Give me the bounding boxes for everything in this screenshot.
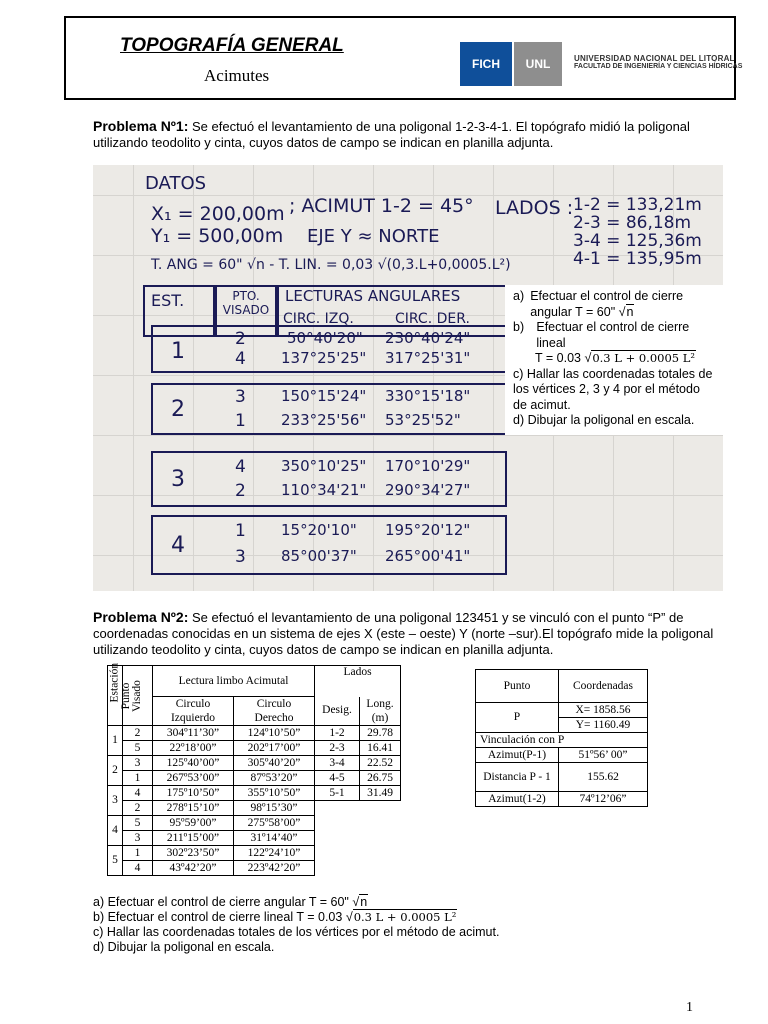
hw-izq-3a: 350°10'25"	[281, 457, 367, 475]
table-row: 1 267º53’00” 87º53’20” 4-5 26.75	[108, 771, 401, 786]
hw-eje: EJE Y ≈ NORTE	[307, 226, 440, 247]
hw-h-est: EST.	[151, 291, 185, 310]
hw-der-1a: 230°40'24"	[385, 329, 471, 347]
hw-izq-1b: 137°25'25"	[281, 349, 367, 367]
p1-question-b-formula: T = 0.03 √0.3 L + 0.0005 L²	[535, 351, 695, 365]
distancia-label: Distancia P - 1	[476, 763, 559, 792]
document-subtitle: Acimutes	[204, 66, 270, 85]
p1-question-b: b) Efectuar el control de cierre lineal	[513, 320, 690, 350]
point-p: P	[476, 703, 559, 733]
problem2-text: Se efectuó el levantamiento de una poligonal 123451 y se vinculó con el punto “P” de coordenadas conocidas en un sistema de ejes X (este – oeste) Y (norte –sur).El topógrafo mide la poligonal utilizando teodolito y cinta, cuyos datos de campo se indican en planilla adjunta.	[93, 610, 714, 657]
th-long: Long. (m)	[360, 697, 401, 726]
problem1-statement	[93, 118, 729, 151]
table-row: 2 278º15’10” 98º15’30”	[108, 801, 401, 816]
p1-question-a: a) Efectuar el control de cierre angular T = 60" √n	[513, 289, 684, 319]
table-row: 4 5 95º59’00” 275º58’00”	[108, 816, 401, 831]
table-row: 1 2 304º11’30” 124º10’50” 1-2 29.78	[108, 726, 401, 741]
problem1-text: Se efectuó el levantamiento de una poligonal 1-2-3-4-1. El topógrafo midió la poligonal utilizando teodolito y cinta, cuyos datos de campo se indican en planilla adjunta.	[93, 119, 690, 150]
hw-est-3: 3	[171, 467, 185, 492]
hw-izq-2b: 233°25'56"	[281, 411, 367, 429]
faculty-name: FACULTAD DE INGENIERÍA Y CIENCIAS HÍDRICAS	[574, 63, 743, 70]
problem2-label: Problema Nº2:	[93, 609, 189, 625]
azimut-p1-value: 51º56’ 00”	[559, 748, 648, 763]
hw-izq-4b: 85°00'37"	[281, 547, 357, 565]
hw-h-der: CIRC. DER.	[395, 311, 470, 327]
hw-der-2b: 53°25'52"	[385, 411, 461, 429]
fich-logo: FICH	[460, 42, 512, 86]
hw-lado-4: 4-1 = 135,95m	[573, 249, 702, 269]
hw-pv-2b: 1	[235, 411, 246, 431]
page-number: 1	[686, 1000, 693, 1015]
vinculacion-label: Vinculación con P	[476, 733, 648, 748]
p2-question-c: c) Hallar las coordenadas totales de los vértices por el método de acimut.	[93, 925, 500, 939]
hw-h-izq: CIRC. IZQ.	[283, 311, 354, 327]
th-desig: Desig.	[315, 697, 360, 726]
hw-pv-3a: 4	[235, 457, 246, 477]
hw-der-2a: 330°15'18"	[385, 387, 471, 405]
p2-question-a: a) Efectuar el control de cierre angular T = 60" √n	[93, 895, 368, 909]
hw-pv-1b: 4	[235, 349, 246, 369]
coordinates-table	[475, 669, 648, 807]
distancia-value: 155.62	[559, 763, 648, 792]
hw-der-3a: 170°10'29"	[385, 457, 471, 475]
hw-pv-3b: 2	[235, 481, 246, 501]
coord-x: X= 1858.56	[559, 703, 648, 718]
table-row: 3 4 175º10’50” 355º10’50” 5-1 31.49	[108, 786, 401, 801]
university-name: UNIVERSIDAD NACIONAL DEL LITORAL	[574, 54, 735, 63]
hw-der-1b: 317°25'31"	[385, 349, 471, 367]
th-lectura: Lectura limbo Acimutal	[153, 666, 315, 697]
hw-est-4: 4	[171, 533, 185, 558]
table-row: 4 43º42’20” 223º42’20”	[108, 861, 401, 876]
p2-question-d: d) Dibujar la poligonal en escala.	[93, 940, 275, 954]
hw-pv-4b: 3	[235, 547, 246, 567]
th-coordenadas: Coordenadas	[559, 670, 648, 703]
hw-lado-2: 2-3 = 86,18m	[573, 213, 692, 233]
hw-x1: X₁ = 200,00m	[151, 203, 285, 225]
hw-pv-2a: 3	[235, 387, 246, 407]
th-estacion: Estación	[108, 666, 123, 726]
th-circ-izq: Circulo Izquierdo	[153, 697, 234, 726]
problem2-field-table	[107, 662, 401, 876]
document-title: TOPOGRAFÍA GENERAL	[120, 35, 344, 56]
problem2-statement	[93, 609, 733, 658]
hw-lado-1: 1-2 = 133,21m	[573, 195, 702, 215]
hw-der-3b: 290°34'27"	[385, 481, 471, 499]
hw-tolerance: T. ANG = 60" √n - T. LIN. = 0,03 √(0,3.L+0,0005.L²)	[151, 257, 511, 273]
hw-est-1: 1	[171, 339, 185, 364]
azimut-12-label: Azimut(1-2)	[476, 792, 559, 807]
hw-pv-4a: 1	[235, 521, 246, 541]
p2-question-b: b) Efectuar el control de cierre lineal T = 0.03 √0.3 L + 0.0005 L²	[93, 910, 457, 924]
hw-y1: Y₁ = 500,00m	[151, 225, 284, 247]
th-circ-der: Circulo Derecho	[234, 697, 315, 726]
hw-izq-1a: 50°40'20"	[287, 329, 363, 347]
th-lados: Lados	[315, 666, 401, 697]
hw-izq-4a: 15°20'10"	[281, 521, 357, 539]
hw-azimut: ; ACIMUT 1-2 = 45°	[289, 195, 474, 217]
azimut-12-value: 74º12’06”	[559, 792, 648, 807]
table-row: 2 3 125º40’00” 305º40’20” 3-4 22.52	[108, 756, 401, 771]
hw-lados-label: LADOS :	[495, 197, 574, 219]
problem2-questions	[93, 895, 693, 955]
hw-datos: DATOS	[145, 173, 207, 194]
hw-izq-3b: 110°34'21"	[281, 481, 367, 499]
table-row: 5 22º18’00” 202º17’00” 2-3 16.41	[108, 741, 401, 756]
th-punto: Punto	[476, 670, 559, 703]
hw-h-pv: PTO. VISADO	[222, 289, 270, 317]
table-row: 5 1 302º23’50” 122º24’10”	[108, 846, 401, 861]
hw-h-lecturas: LECTURAS ANGULARES	[285, 287, 461, 305]
hw-der-4b: 265°00'41"	[385, 547, 471, 565]
p1-question-c: c) Hallar las coordenadas totales de los vértices 2, 3 y 4 por el método de acimut.	[513, 366, 713, 412]
hw-lado-3: 3-4 = 125,36m	[573, 231, 702, 251]
hw-est-2: 2	[171, 397, 185, 422]
problem1-label: Problema Nº1:	[93, 118, 189, 134]
coord-y: Y= 1160.49	[559, 718, 648, 733]
table-row: 3 211º15’00” 31º14’40”	[108, 831, 401, 846]
hw-izq-2a: 150°15'24"	[281, 387, 367, 405]
th-punto-visado: Punto Visado	[123, 666, 153, 726]
problem1-questions	[505, 285, 723, 435]
p1-question-d: d) Dibujar la poligonal en escala.	[513, 413, 695, 427]
azimut-p1-label: Azimut(P-1)	[476, 748, 559, 763]
hw-pv-1a: 2	[235, 329, 246, 349]
unl-logo: UNL	[514, 42, 562, 86]
hw-der-4a: 195°20'12"	[385, 521, 471, 539]
